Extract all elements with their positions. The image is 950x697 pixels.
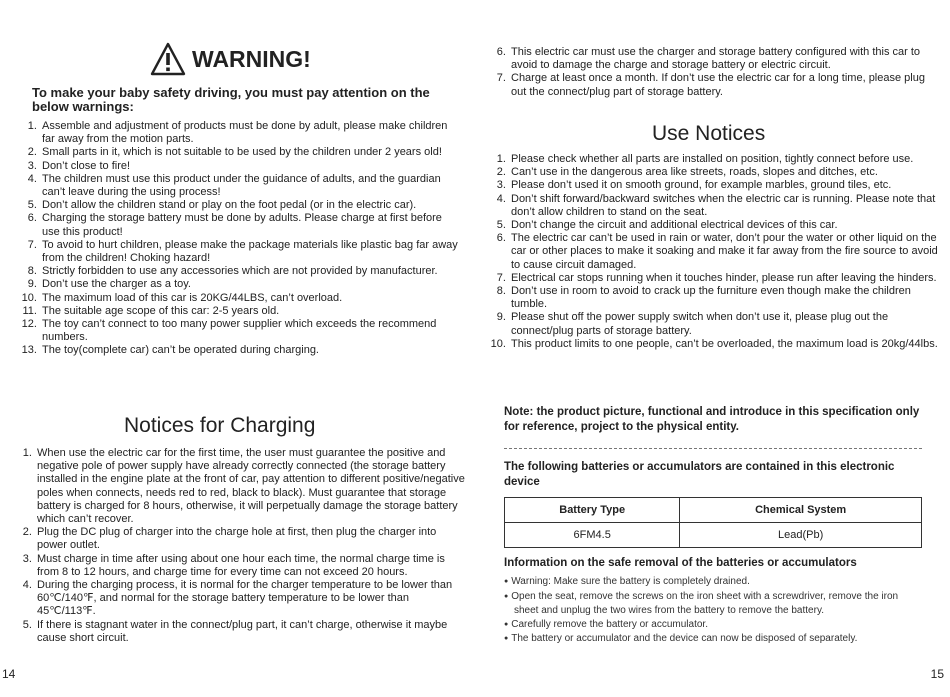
warning-intro: To make your baby safety driving, you must pay attention on the below warnings: (32, 85, 430, 114)
list-item: 1. Please check whether all parts are installed on position, tightly connect before use. (509, 153, 939, 166)
list-item: 2. Small parts in it, which is not suitable to be used by the children under 2 years old! (40, 146, 460, 159)
table-header-row (505, 498, 922, 523)
charging-title: Notices for Charging (124, 414, 316, 437)
list-item: 3. Must charge in time after using about one hour each time, the normal charge time is from 8 to 12 hours, and charge time for every time can not exceed 20 hours. (35, 553, 465, 579)
list-item: 1. When use the electric car for the first time, the user must guarantee the positive and negative pole of power supply have already correctly connected (the storage battery installed in the engine plate at the front of car, pay attention to different positive/negative poles when connects, needs red to red, black to black). Must guarantee that storage battery is charged for 8 hours, otherwise, it will perpetually damage the storage battery which can’t recover. (35, 447, 465, 526)
list-item: 7. Charge at least once a month. If don’t use the electric car for a long time, please plug out the connect/plug part of storage battery. (509, 72, 929, 98)
list-item: 4. The children must use this product under the guidance of adults, and the guardian can’t leave during the using process! (40, 173, 460, 199)
list-item: 10. This product limits to one people, can’t be overloaded, the maximum load is 20kg/44lbs. (509, 338, 939, 351)
batteries-heading: The following batteries or accumulators are contained in this electronic device (504, 461, 895, 488)
list-item: 6. Charging the storage battery must be done by adults. Please charge at first before use this product! (40, 212, 460, 238)
list-item: 9. Don’t use the charger as a toy. (40, 278, 460, 291)
page-number-left: 14 (2, 667, 16, 681)
list-item: 5. If there is stagnant water in the connect/plug part, it can’t charge, otherwise it maybe cause short circuit. (35, 619, 465, 645)
battery-table (504, 497, 922, 548)
right-page (475, 0, 950, 697)
list-item: ● The battery or accumulator and the device can now be disposed of separately. (504, 632, 924, 647)
table-header-cell: Battery Type (505, 498, 680, 523)
table-header-cell: Chemical System (680, 498, 922, 523)
list-item: 8. Don’t use in room to avoid to crack up the furniture even though make the children tumble. (509, 285, 939, 311)
list-item: ● Open the seat, remove the screws on the iron sheet with a screwdriver, remove the iron sheet and unplug the two wires from the battery to remove the battery. (504, 590, 924, 618)
warning-title: WARNING! (192, 45, 311, 72)
page-number-right: 15 (930, 667, 944, 681)
list-item: 7. Electrical car stops running when it touches hinder, please run after leaving the hinders. (509, 272, 939, 285)
warning-header (150, 42, 311, 76)
table-cell: 6FM4.5 (505, 523, 680, 548)
list-item: 8. Strictly forbidden to use any accessories which are not provided by manufacturer. (40, 265, 460, 278)
charging-list-continued (487, 46, 929, 99)
list-item: 12. The toy can’t connect to too many power supplier which exceeds the recommend numbers. (40, 318, 460, 344)
list-item: 5. Don’t change the circuit and additional electrical devices of this car. (509, 219, 939, 232)
list-item: 6. This electric car must use the charger and storage battery configured with this car to avoid to damage the charge and storage battery or electric circuit. (509, 46, 929, 72)
list-item: 7. To avoid to hurt children, please make the package materials like plastic bag far away from the children! Choking hazard! (40, 239, 460, 265)
list-item: ● Carefully remove the battery or accumulator. (504, 618, 924, 633)
list-item: 1. Assemble and adjustment of products must be done by adult, please make children far away from the motion parts. (40, 120, 460, 146)
list-item: 11. The suitable age scope of this car: 2-5 years old. (40, 305, 460, 318)
list-item: 3. Please don’t used it on smooth ground, for example marbles, ground tiles, etc. (509, 179, 939, 192)
dashed-divider (504, 448, 922, 449)
list-item: 10. The maximum load of this car is 20KG/44LBS, can’t overload. (40, 292, 460, 305)
warning-list (18, 120, 460, 358)
charging-list (13, 447, 465, 645)
use-notices-title: Use Notices (652, 122, 766, 145)
list-item: 4. During the charging process, it is normal for the charger temperature to be lower than 60℃/140℉, and normal for the storage battery temperature to be lower than 45℃/113℉. (35, 579, 465, 619)
list-item: 6. The electric car can’t be used in rain or water, don’t pour the water or other liquid on the car or other places to make it soaking and make it far away from the fire source to avoid to cause circuit damaged. (509, 232, 939, 272)
list-item: 9. Please shut off the power supply switch when don’t use it, please plug out the connect/plug parts of storage battery. (509, 311, 939, 337)
note-text: Note: the product picture, functional and introduce in this specification only for reference, project to the physical entity. (504, 406, 920, 433)
removal-heading: Information on the safe removal of the batteries or accumulators (504, 557, 857, 569)
table-cell: Lead(Pb) (680, 523, 922, 548)
list-item: 2. Can’t use in the dangerous area like streets, roads, slopes and ditches, etc. (509, 166, 939, 179)
warning-triangle-icon (150, 42, 186, 76)
table-row (505, 523, 922, 548)
list-item: 5. Don’t allow the children stand or play on the foot pedal (or in the electric car). (40, 199, 460, 212)
list-item: 13. The toy(complete car) can’t be operated during charging. (40, 344, 460, 357)
list-item: ● Warning: Make sure the battery is completely drained. (504, 575, 924, 590)
list-item: 4. Don’t shift forward/backward switches when the electric car is running. Please note that don’t allow children to stand on the seat. (509, 193, 939, 219)
use-notices-list (487, 153, 939, 351)
list-item: 2. Plug the DC plug of charger into the charge hole at first, then plug the charger into power outlet. (35, 526, 465, 552)
list-item: 3. Don’t close to fire! (40, 160, 460, 173)
removal-list (504, 575, 924, 647)
